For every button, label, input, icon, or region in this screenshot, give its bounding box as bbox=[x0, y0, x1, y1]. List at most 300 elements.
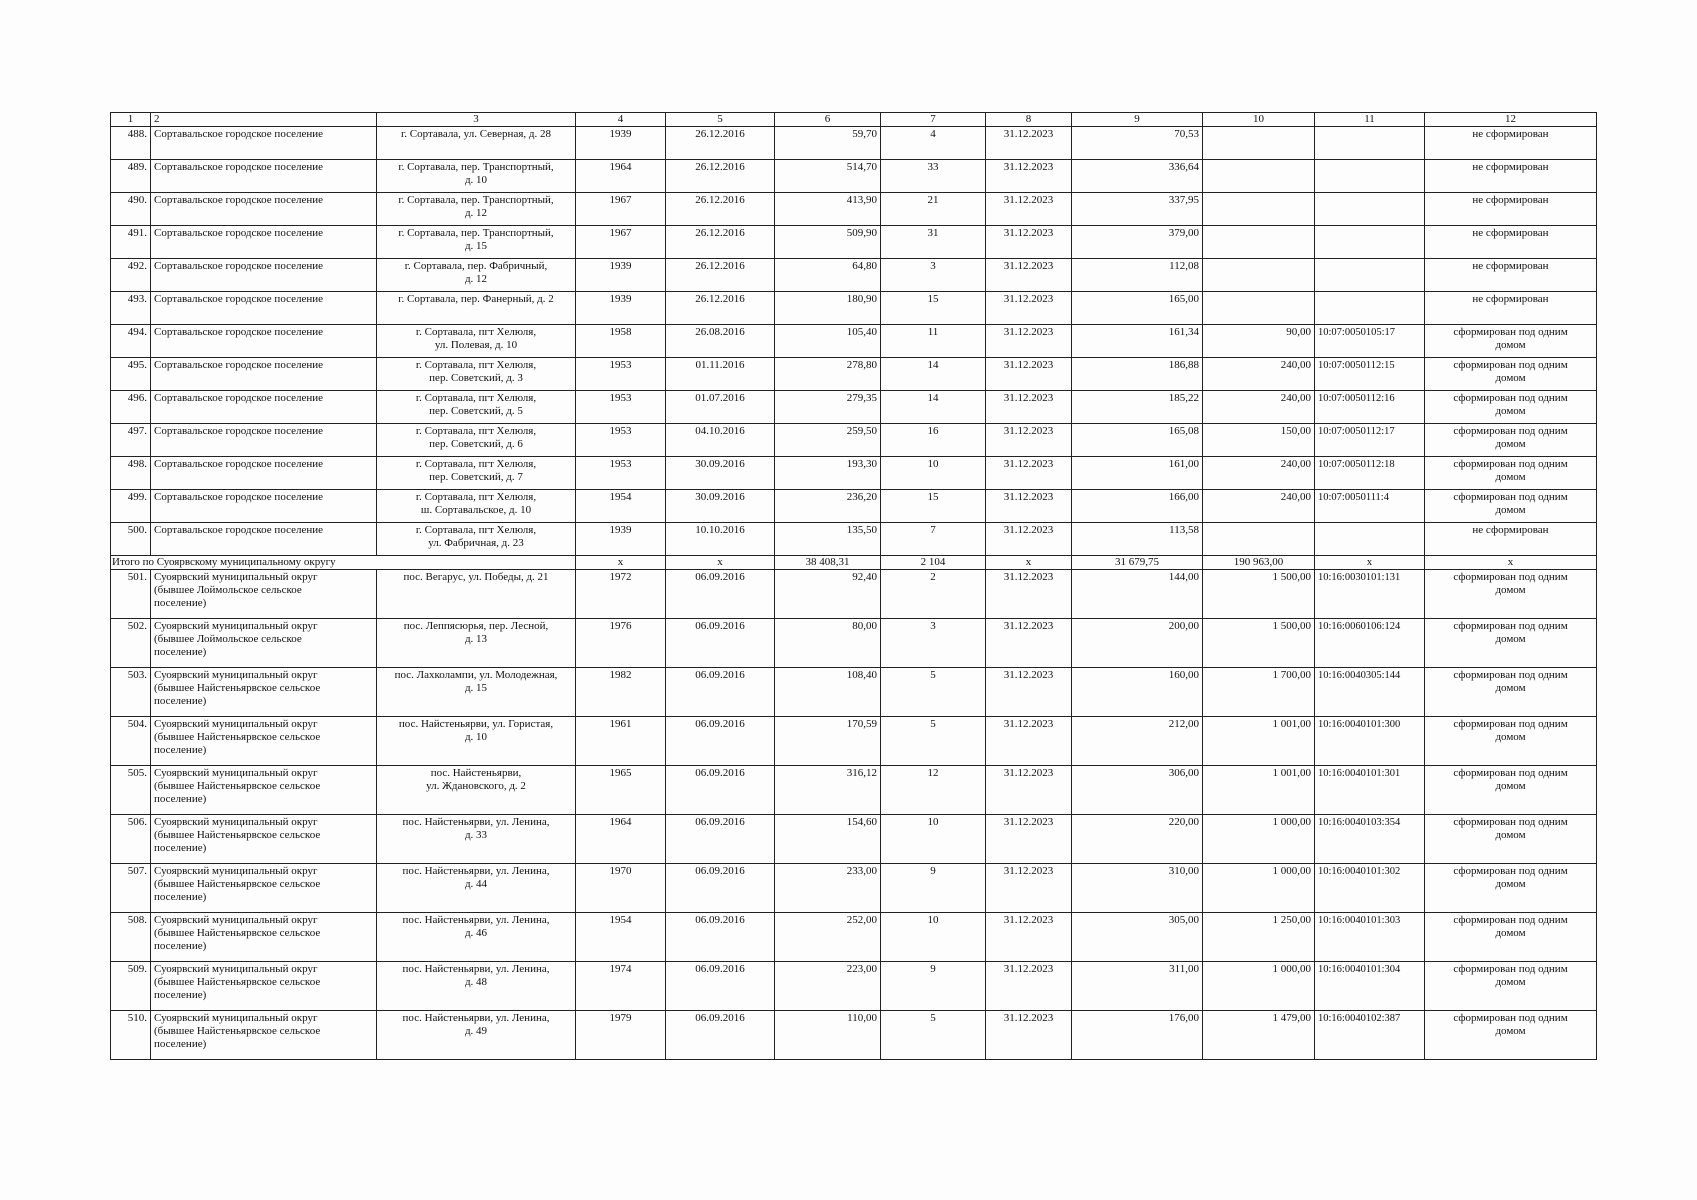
cadastral-number-cell bbox=[1315, 259, 1425, 292]
row-number bbox=[111, 292, 151, 325]
residents-cell-text: 9 bbox=[930, 963, 936, 975]
status-cell bbox=[1425, 619, 1597, 668]
date-cell-text: 06.09.2016 bbox=[695, 914, 745, 926]
address-cell bbox=[377, 127, 576, 160]
land-area-cell bbox=[1203, 127, 1315, 160]
cadastral-number-cell bbox=[1315, 766, 1425, 815]
date-cell-text: 10.10.2016 bbox=[695, 524, 745, 536]
date-cell bbox=[666, 160, 775, 193]
deadline-cell-text: 31.12.2023 bbox=[1003, 620, 1054, 632]
residents-cell-text: 11 bbox=[927, 326, 939, 338]
status-cell-text: сформирован под одним домом bbox=[1453, 816, 1568, 841]
residents-cell bbox=[881, 815, 986, 864]
date-cell-text: 06.09.2016 bbox=[695, 767, 745, 779]
table-body bbox=[111, 113, 1597, 1060]
cadastral-number-cell-text: 10:07:0050112:15 bbox=[1318, 360, 1395, 371]
address-cell-text: г. Сортавала, пер. Транспортный, д. 12 bbox=[398, 194, 554, 219]
area-cell bbox=[775, 358, 881, 391]
land-area-cell-text: 1 000,00 bbox=[1272, 865, 1311, 877]
living-area-cell bbox=[1072, 292, 1203, 325]
deadline-cell bbox=[986, 1011, 1072, 1060]
status-cell-text: сформирован под одним домом bbox=[1453, 571, 1568, 596]
table-row bbox=[111, 127, 1597, 160]
cadastral-number-cell bbox=[1315, 523, 1425, 556]
deadline-cell-text: 31.12.2023 bbox=[1003, 1012, 1054, 1024]
deadline-cell bbox=[986, 717, 1072, 766]
area-cell bbox=[775, 717, 881, 766]
status-cell-text: сформирован под одним домом bbox=[1453, 718, 1568, 743]
deadline-cell bbox=[986, 325, 1072, 358]
date-cell-text: 26.08.2016 bbox=[695, 326, 745, 338]
address-cell-text: г. Сортавала, пер. Фабричный, д. 12 bbox=[404, 260, 548, 285]
year-cell-text: 1974 bbox=[609, 963, 632, 975]
address-cell-text: пос. Найстеньярви, ул. Ждановского, д. 2 bbox=[426, 767, 526, 792]
area-cell-text: 278,80 bbox=[846, 359, 877, 371]
address-cell bbox=[377, 766, 576, 815]
row-number-text: 488. bbox=[127, 128, 147, 140]
status-cell bbox=[1425, 127, 1597, 160]
residents-cell bbox=[881, 490, 986, 523]
land-area-cell bbox=[1203, 717, 1315, 766]
address-cell-text: пос. Найстеньярви, ул. Ленина, д. 33 bbox=[402, 816, 550, 841]
settlement-cell bbox=[151, 424, 377, 457]
residents-cell bbox=[881, 619, 986, 668]
address-cell bbox=[377, 523, 576, 556]
year-cell-text: 1954 bbox=[609, 914, 632, 926]
column-number: 5 bbox=[666, 113, 775, 127]
residents-cell bbox=[881, 523, 986, 556]
date-cell bbox=[666, 668, 775, 717]
row-number bbox=[111, 913, 151, 962]
row-number-text: 497. bbox=[127, 425, 147, 437]
area-cell-text: 514,70 bbox=[846, 161, 877, 173]
column-number: 9 bbox=[1072, 113, 1203, 127]
status-cell-text: сформирован под одним домом bbox=[1453, 669, 1568, 694]
living-area-cell bbox=[1072, 766, 1203, 815]
date-cell bbox=[666, 570, 775, 619]
date-cell-text: 06.09.2016 bbox=[695, 816, 745, 828]
land-area-cell bbox=[1203, 490, 1315, 523]
address-cell bbox=[377, 570, 576, 619]
table-row bbox=[111, 193, 1597, 226]
date-cell bbox=[666, 962, 775, 1011]
deadline-cell-text: 31.12.2023 bbox=[1003, 669, 1054, 681]
settlement-cell bbox=[151, 127, 377, 160]
settlement-cell-text: Сортавальское городское поселение bbox=[154, 458, 324, 470]
cadastral-number-cell bbox=[1315, 193, 1425, 226]
settlement-cell-text: Суоярвский муниципальный округ (бывшее Найстеньярвское сельское поселение) bbox=[154, 865, 321, 903]
table-row bbox=[111, 325, 1597, 358]
year-cell-text: 1982 bbox=[609, 669, 632, 681]
status-cell bbox=[1425, 226, 1597, 259]
year-cell bbox=[576, 864, 666, 913]
residents-cell bbox=[881, 570, 986, 619]
land-area-cell-text: 150,00 bbox=[1280, 425, 1311, 437]
settlement-cell bbox=[151, 259, 377, 292]
row-number-text: 494. bbox=[127, 326, 147, 338]
year-cell-text: 1967 bbox=[609, 227, 632, 239]
area-cell-text: 180,90 bbox=[846, 293, 877, 305]
row-number bbox=[111, 424, 151, 457]
date-cell-text: 30.09.2016 bbox=[695, 491, 745, 503]
address-cell bbox=[377, 391, 576, 424]
status-cell bbox=[1425, 325, 1597, 358]
residents-cell bbox=[881, 160, 986, 193]
row-number-text: 502. bbox=[127, 620, 147, 632]
land-area-cell bbox=[1203, 766, 1315, 815]
land-area-cell bbox=[1203, 193, 1315, 226]
settlement-cell-text: Сортавальское городское поселение bbox=[154, 194, 324, 206]
address-cell bbox=[377, 193, 576, 226]
deadline-cell bbox=[986, 962, 1072, 1011]
status-cell bbox=[1425, 457, 1597, 490]
cadastral-number-cell bbox=[1315, 127, 1425, 160]
address-cell bbox=[377, 1011, 576, 1060]
status-cell-text: сформирован под одним домом bbox=[1453, 392, 1568, 417]
residents-cell bbox=[881, 127, 986, 160]
living-area-cell-text: 311,00 bbox=[1169, 963, 1199, 975]
living-area-cell-text: 212,00 bbox=[1168, 718, 1199, 730]
cadastral-number-cell-text: 10:16:0040102:387 bbox=[1318, 1013, 1401, 1024]
cadastral-number-cell bbox=[1315, 424, 1425, 457]
address-cell bbox=[377, 864, 576, 913]
area-cell bbox=[775, 619, 881, 668]
total-row bbox=[111, 556, 1597, 570]
date-cell-text: 01.11.2016 bbox=[695, 359, 745, 371]
deadline-cell bbox=[986, 226, 1072, 259]
residents-cell-text: 12 bbox=[927, 767, 939, 779]
area-cell-text: 279,35 bbox=[846, 392, 877, 404]
year-cell bbox=[576, 490, 666, 523]
area-cell bbox=[775, 226, 881, 259]
status-cell-text: не сформирован bbox=[1472, 128, 1549, 140]
total-cell: x bbox=[1425, 556, 1597, 570]
address-cell-text: г. Сортавала, пгт Хелюля, пер. Советский, д. 6 bbox=[415, 425, 537, 450]
address-cell bbox=[377, 962, 576, 1011]
settlement-cell-text: Суоярвский муниципальный округ (бывшее Найстеньярвское сельское поселение) bbox=[154, 1012, 321, 1050]
living-area-cell bbox=[1072, 325, 1203, 358]
living-area-cell-text: 185,22 bbox=[1168, 392, 1199, 404]
living-area-cell-text: 70,53 bbox=[1174, 128, 1199, 140]
table-row bbox=[111, 292, 1597, 325]
address-cell-text: пос. Найстеньярви, ул. Ленина, д. 46 bbox=[402, 914, 550, 939]
row-number-text: 508. bbox=[127, 914, 147, 926]
cadastral-number-cell bbox=[1315, 962, 1425, 1011]
row-number bbox=[111, 523, 151, 556]
area-cell-text: 154,60 bbox=[846, 816, 877, 828]
cadastral-number-cell-text: 10:16:0040305:144 bbox=[1318, 670, 1401, 681]
column-number: 12 bbox=[1425, 113, 1597, 127]
address-cell bbox=[377, 619, 576, 668]
address-cell-text: пос. Найстеньярви, ул. Ленина, д. 48 bbox=[402, 963, 550, 988]
column-number: 1 bbox=[111, 113, 151, 127]
settlement-cell-text: Сортавальское городское поселение bbox=[154, 227, 324, 239]
row-number bbox=[111, 160, 151, 193]
row-number bbox=[111, 717, 151, 766]
living-area-cell bbox=[1072, 358, 1203, 391]
residents-cell-text: 10 bbox=[927, 816, 939, 828]
land-area-cell bbox=[1203, 815, 1315, 864]
deadline-cell bbox=[986, 913, 1072, 962]
deadline-cell bbox=[986, 160, 1072, 193]
living-area-cell-text: 161,34 bbox=[1168, 326, 1199, 338]
residents-cell-text: 14 bbox=[927, 359, 939, 371]
year-cell bbox=[576, 457, 666, 490]
settlement-cell-text: Сортавальское городское поселение bbox=[154, 425, 324, 437]
cadastral-number-cell bbox=[1315, 864, 1425, 913]
row-number-text: 491. bbox=[127, 227, 147, 239]
year-cell bbox=[576, 668, 666, 717]
total-cell: 31 679,75 bbox=[1072, 556, 1203, 570]
deadline-cell-text: 31.12.2023 bbox=[1003, 161, 1054, 173]
year-cell-text: 1961 bbox=[609, 718, 632, 730]
status-cell bbox=[1425, 523, 1597, 556]
area-cell-text: 509,90 bbox=[846, 227, 877, 239]
deadline-cell-text: 31.12.2023 bbox=[1003, 326, 1054, 338]
status-cell-text: не сформирован bbox=[1472, 524, 1549, 536]
date-cell-text: 06.09.2016 bbox=[695, 669, 745, 681]
land-area-cell bbox=[1203, 913, 1315, 962]
row-number-text: 489. bbox=[127, 161, 147, 173]
deadline-cell-text: 31.12.2023 bbox=[1003, 491, 1054, 503]
cadastral-number-cell bbox=[1315, 358, 1425, 391]
row-number-text: 498. bbox=[127, 458, 147, 470]
settlement-cell-text: Суоярвский муниципальный округ (бывшее Найстеньярвское сельское поселение) bbox=[154, 963, 321, 1001]
living-area-cell bbox=[1072, 490, 1203, 523]
living-area-cell-text: 200,00 bbox=[1168, 620, 1199, 632]
status-cell-text: сформирован под одним домом bbox=[1453, 425, 1568, 450]
land-area-cell-text: 1 250,00 bbox=[1272, 914, 1311, 926]
status-cell bbox=[1425, 424, 1597, 457]
date-cell-text: 01.07.2016 bbox=[695, 392, 745, 404]
cadastral-number-cell bbox=[1315, 391, 1425, 424]
status-cell bbox=[1425, 160, 1597, 193]
year-cell bbox=[576, 391, 666, 424]
residents-cell bbox=[881, 717, 986, 766]
land-area-cell bbox=[1203, 864, 1315, 913]
cadastral-number-cell-text: 10:07:0050112:18 bbox=[1318, 459, 1395, 470]
land-area-cell-text: 240,00 bbox=[1280, 458, 1311, 470]
row-number bbox=[111, 1011, 151, 1060]
area-cell bbox=[775, 490, 881, 523]
table-row bbox=[111, 391, 1597, 424]
year-cell-text: 1958 bbox=[609, 326, 632, 338]
living-area-cell-text: 336,64 bbox=[1168, 161, 1199, 173]
living-area-cell bbox=[1072, 913, 1203, 962]
address-cell bbox=[377, 358, 576, 391]
area-cell-text: 236,20 bbox=[846, 491, 877, 503]
living-area-cell-text: 165,08 bbox=[1168, 425, 1199, 437]
row-number-text: 495. bbox=[127, 359, 147, 371]
table-row bbox=[111, 815, 1597, 864]
living-area-cell bbox=[1072, 160, 1203, 193]
settlement-cell-text: Суоярвский муниципальный округ (бывшее Найстеньярвское сельское поселение) bbox=[154, 718, 321, 756]
status-cell-text: сформирован под одним домом bbox=[1453, 1012, 1568, 1037]
living-area-cell bbox=[1072, 226, 1203, 259]
deadline-cell bbox=[986, 193, 1072, 226]
area-cell bbox=[775, 913, 881, 962]
status-cell bbox=[1425, 717, 1597, 766]
land-area-cell bbox=[1203, 523, 1315, 556]
settlement-cell bbox=[151, 570, 377, 619]
year-cell bbox=[576, 962, 666, 1011]
land-area-cell-text: 1 000,00 bbox=[1272, 816, 1311, 828]
year-cell bbox=[576, 259, 666, 292]
deadline-cell bbox=[986, 490, 1072, 523]
settlement-cell-text: Сортавальское городское поселение bbox=[154, 161, 324, 173]
residents-cell bbox=[881, 358, 986, 391]
total-label: Итого по Суоярвскому муниципальному округу bbox=[111, 556, 576, 570]
area-cell bbox=[775, 815, 881, 864]
date-cell bbox=[666, 490, 775, 523]
address-cell-text: г. Сортавала, пер. Транспортный, д. 15 bbox=[398, 227, 554, 252]
status-cell-text: сформирован под одним домом bbox=[1453, 865, 1568, 890]
row-number bbox=[111, 325, 151, 358]
settlement-cell-text: Суоярвский муниципальный округ (бывшее Найстеньярвское сельское поселение) bbox=[154, 767, 321, 805]
status-cell-text: не сформирован bbox=[1472, 260, 1549, 272]
residents-cell-text: 15 bbox=[927, 293, 939, 305]
residents-cell bbox=[881, 259, 986, 292]
year-cell bbox=[576, 717, 666, 766]
address-cell-text: г. Сортавала, пер. Фанерный, д. 2 bbox=[398, 293, 554, 305]
year-cell-text: 1939 bbox=[609, 293, 632, 305]
area-cell bbox=[775, 668, 881, 717]
living-area-cell-text: 379,00 bbox=[1168, 227, 1199, 239]
year-cell-text: 1953 bbox=[609, 425, 632, 437]
address-cell-text: пос. Вегарус, ул. Победы, д. 21 bbox=[403, 571, 549, 583]
settlement-cell bbox=[151, 1011, 377, 1060]
status-cell bbox=[1425, 864, 1597, 913]
land-area-cell bbox=[1203, 259, 1315, 292]
land-area-cell bbox=[1203, 226, 1315, 259]
cadastral-number-cell-text: 10:16:0040101:304 bbox=[1318, 964, 1401, 975]
residents-cell-text: 5 bbox=[930, 718, 936, 730]
address-cell-text: г. Сортавала, пгт Хелюля, ул. Полевая, д. 10 bbox=[415, 326, 537, 351]
cadastral-number-cell bbox=[1315, 570, 1425, 619]
living-area-cell bbox=[1072, 668, 1203, 717]
year-cell-text: 1953 bbox=[609, 392, 632, 404]
status-cell bbox=[1425, 766, 1597, 815]
year-cell-text: 1979 bbox=[609, 1012, 632, 1024]
living-area-cell-text: 112,08 bbox=[1169, 260, 1199, 272]
status-cell bbox=[1425, 570, 1597, 619]
year-cell bbox=[576, 424, 666, 457]
status-cell bbox=[1425, 259, 1597, 292]
status-cell-text: сформирован под одним домом bbox=[1453, 458, 1568, 483]
address-cell-text: г. Сортавала, пгт Хелюля, ш. Сортавальское, д. 10 bbox=[415, 491, 537, 516]
column-number: 7 bbox=[881, 113, 986, 127]
deadline-cell bbox=[986, 292, 1072, 325]
date-cell-text: 26.12.2016 bbox=[695, 293, 745, 305]
status-cell bbox=[1425, 391, 1597, 424]
settlement-cell bbox=[151, 160, 377, 193]
area-cell-text: 223,00 bbox=[846, 963, 877, 975]
total-cell: x bbox=[576, 556, 666, 570]
deadline-cell-text: 31.12.2023 bbox=[1003, 963, 1054, 975]
settlement-cell-text: Сортавальское городское поселение bbox=[154, 524, 324, 536]
column-number: 8 bbox=[986, 113, 1072, 127]
date-cell-text: 26.12.2016 bbox=[695, 128, 745, 140]
year-cell bbox=[576, 160, 666, 193]
land-area-cell bbox=[1203, 668, 1315, 717]
settlement-cell bbox=[151, 391, 377, 424]
land-area-cell bbox=[1203, 160, 1315, 193]
year-cell-text: 1954 bbox=[609, 491, 632, 503]
cadastral-number-cell-text: 10:16:0040103:354 bbox=[1318, 817, 1401, 828]
year-cell bbox=[576, 766, 666, 815]
area-cell-text: 59,70 bbox=[852, 128, 877, 140]
cadastral-number-cell-text: 10:07:0050105:17 bbox=[1318, 327, 1396, 338]
address-cell-text: пос. Найстеньярви, ул. Гористая, д. 10 bbox=[398, 718, 554, 743]
row-number-text: 507. bbox=[127, 865, 147, 877]
residents-cell-text: 10 bbox=[927, 914, 939, 926]
area-cell bbox=[775, 570, 881, 619]
settlement-cell bbox=[151, 864, 377, 913]
row-number-text: 506. bbox=[127, 816, 147, 828]
living-area-cell-text: 144,00 bbox=[1168, 571, 1199, 583]
deadline-cell bbox=[986, 358, 1072, 391]
row-number bbox=[111, 391, 151, 424]
status-cell-text: не сформирован bbox=[1472, 161, 1549, 173]
residents-cell bbox=[881, 292, 986, 325]
cadastral-number-cell bbox=[1315, 1011, 1425, 1060]
row-number bbox=[111, 668, 151, 717]
area-cell bbox=[775, 160, 881, 193]
deadline-cell-text: 31.12.2023 bbox=[1003, 524, 1054, 536]
settlement-cell bbox=[151, 292, 377, 325]
status-cell bbox=[1425, 358, 1597, 391]
address-cell bbox=[377, 424, 576, 457]
settlement-cell-text: Суоярвский муниципальный округ (бывшее Найстеньярвское сельское поселение) bbox=[154, 914, 321, 952]
year-cell bbox=[576, 292, 666, 325]
date-cell bbox=[666, 259, 775, 292]
date-cell-text: 30.09.2016 bbox=[695, 458, 745, 470]
deadline-cell bbox=[986, 619, 1072, 668]
column-number: 11 bbox=[1315, 113, 1425, 127]
year-cell bbox=[576, 570, 666, 619]
total-cell: x bbox=[986, 556, 1072, 570]
row-number-text: 490. bbox=[127, 194, 147, 206]
cadastral-number-cell-text: 10:16:0040101:301 bbox=[1318, 768, 1401, 779]
cadastral-number-cell bbox=[1315, 913, 1425, 962]
total-cell: 38 408,31 bbox=[775, 556, 881, 570]
area-cell bbox=[775, 457, 881, 490]
cadastral-number-cell-text: 10:07:0050111:4 bbox=[1318, 492, 1389, 503]
residents-cell-text: 33 bbox=[927, 161, 939, 173]
living-area-cell-text: 161,00 bbox=[1168, 458, 1199, 470]
row-number bbox=[111, 358, 151, 391]
deadline-cell bbox=[986, 668, 1072, 717]
year-cell-text: 1939 bbox=[609, 524, 632, 536]
cadastral-number-cell bbox=[1315, 325, 1425, 358]
area-cell-text: 316,12 bbox=[846, 767, 877, 779]
year-cell bbox=[576, 815, 666, 864]
area-cell bbox=[775, 424, 881, 457]
land-area-cell bbox=[1203, 358, 1315, 391]
date-cell bbox=[666, 226, 775, 259]
residents-cell-text: 31 bbox=[927, 227, 939, 239]
status-cell bbox=[1425, 913, 1597, 962]
table-row bbox=[111, 523, 1597, 556]
area-cell-text: 193,30 bbox=[846, 458, 877, 470]
status-cell-text: не сформирован bbox=[1472, 194, 1549, 206]
year-cell-text: 1964 bbox=[609, 161, 632, 173]
land-area-cell bbox=[1203, 325, 1315, 358]
settlement-cell-text: Сортавальское городское поселение bbox=[154, 359, 324, 371]
settlement-cell-text: Суоярвский муниципальный округ (бывшее Лоймольское сельское поселение) bbox=[154, 620, 318, 658]
address-cell bbox=[377, 668, 576, 717]
living-area-cell-text: 306,00 bbox=[1168, 767, 1199, 779]
